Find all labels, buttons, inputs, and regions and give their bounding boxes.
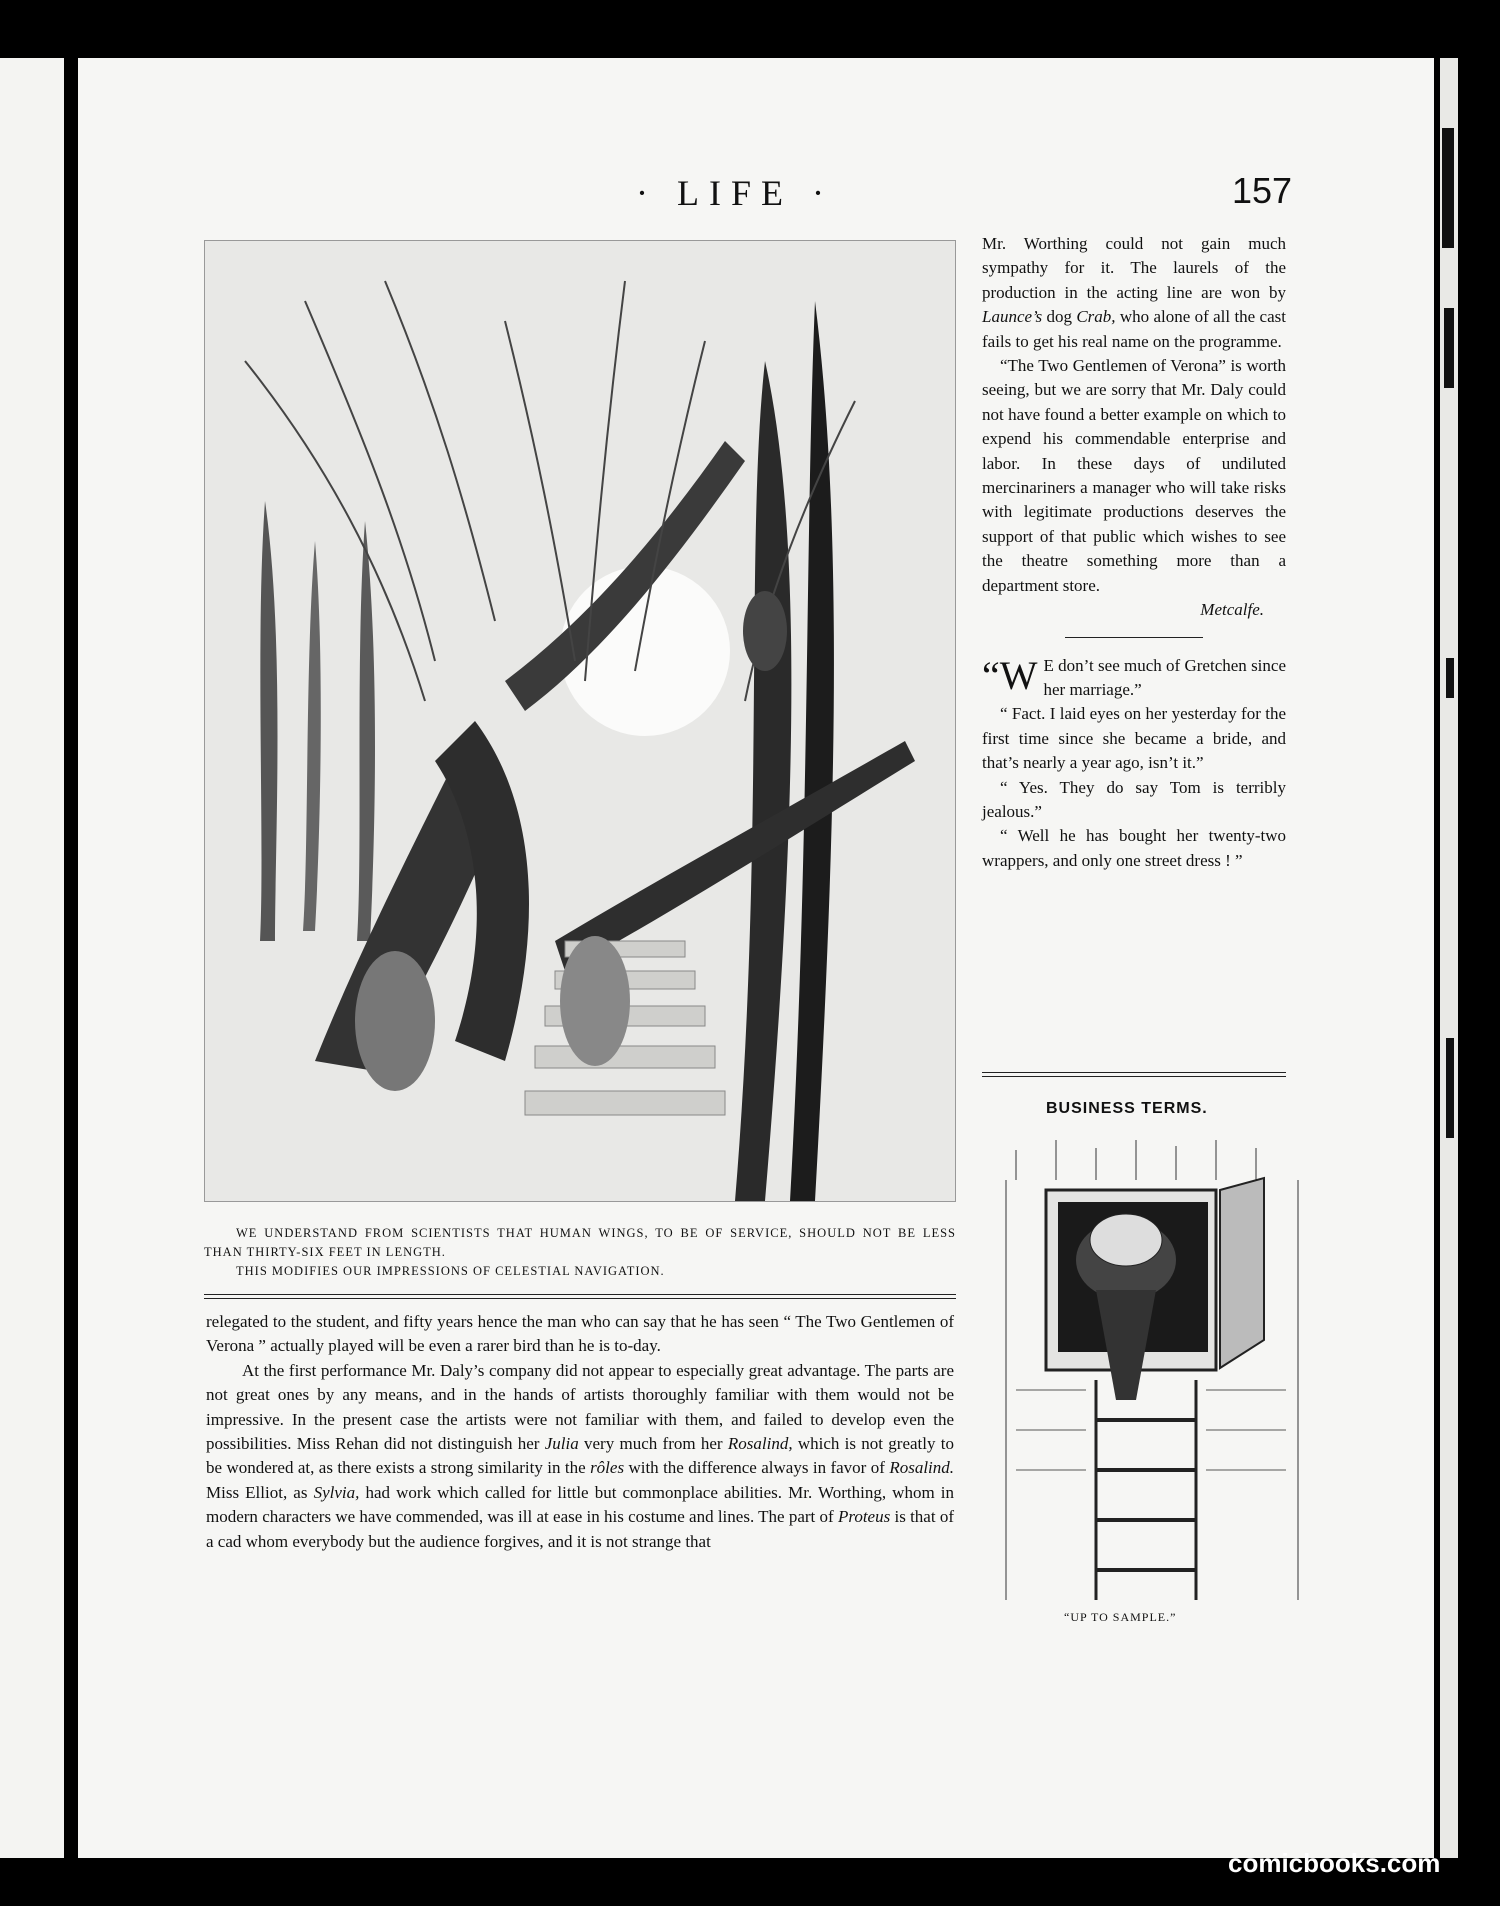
italic-rosalind: Rosalind, (727, 1434, 793, 1454)
winged-figures-illustration (204, 240, 956, 1202)
review-continuation (982, 232, 1286, 354)
main-article (206, 1310, 954, 1554)
italic-crab: Crab, (1076, 307, 1116, 327)
business-terms-title: BUSINESS TERMS. (1046, 1100, 1208, 1117)
text-run: which is not greatly to be wondered at, as there exists a strong similarity in the (206, 1434, 955, 1478)
text-run: Mr. Worthing could not gain much sympathy for it. The laurels of the production in the acting line are won by (982, 234, 1286, 302)
cartoon-caption: “UP TO SAMPLE.” (1064, 1610, 1177, 1624)
text-run: dog (1042, 307, 1077, 327)
business-terms-cartoon (996, 1140, 1308, 1610)
section-divider (1065, 637, 1203, 638)
caption-line-2: THIS MODIFIES OUR IMPRESSIONS OF CELESTIAL NAVIGATION. (236, 1264, 665, 1278)
caption-divider (204, 1294, 956, 1299)
text-run: who alone of all the cast fails to get his real name on the programme. (982, 307, 1286, 351)
caption-line-1: WE UNDERSTAND FROM SCIENTISTS THAT HUMAN WINGS, TO BE OF SERVICE, SHOULD NOT BE LESS THAN THIRTY-SIX FEET IN LENGTH. (204, 1226, 956, 1259)
author-signature: Metcalfe. (1200, 600, 1264, 620)
italic-sylvia: Sylvia, (313, 1482, 360, 1502)
review-paragraph-2: “The Two Gentlemen of Verona” is worth seeing, but we are sorry that Mr. Daly could not have found a better example on which to expend his commendable enterprise and labor. In these days of undiluted mercinariners a manager who will take risks with legitimate productions deserves the support of that public which wishes to see the theatre something more than a department store. (982, 356, 1286, 595)
text-run: with the difference always in favor of (624, 1458, 890, 1478)
right-column (982, 232, 1286, 873)
text-run: very much from her (578, 1434, 728, 1454)
adjacent-page-strip (1440, 58, 1458, 1858)
page-number: 157 (1232, 170, 1293, 211)
joke-paragraph-3: “ Yes. They do say Tom is terribly jealous.” (982, 777, 1286, 821)
adjacent-page-edge (0, 58, 64, 1858)
joke-paragraph-4: “ Well he has bought her twenty-two wrappers, and only one street dress ! ” (982, 826, 1286, 870)
article-paragraph-1: relegated to the student, and fifty years hence the man who can say that he has seen “ The Two Gentlemen of Verona ” actually played will be even a rarer bird than he is to-day. (206, 1312, 954, 1356)
text-run: E don’t see much of Gretchen since her marriage.” (1043, 655, 1286, 699)
text-run: Miss Elliot, as (206, 1482, 314, 1502)
article-paragraph-2 (206, 1359, 954, 1554)
text-run: At the first performance Mr. Daly’s company did not appear to especially great advantage. The parts are not great ones by any means, and in the hands of artists thoroughly familiar with them would not be impressive. In the present case the artists were not familiar with them, and failed to develop even the possibilities. Miss Rehan did not distinguish her (206, 1360, 954, 1454)
italic-proteus: Proteus (837, 1507, 891, 1527)
site-watermark: comicbooks.com (1228, 1848, 1441, 1878)
drop-cap: “W (982, 652, 1038, 698)
italic-roles: rôles (590, 1458, 625, 1478)
right-column-divider (982, 1072, 1286, 1077)
joke-paragraph-2: “ Fact. I laid eyes on her yesterday for the first time since she became a bride, and that’s nearly a year ago, isn’t it.” (982, 704, 1286, 773)
italic-launces: Launce’s (982, 307, 1043, 327)
joke-paragraph-1 (982, 654, 1286, 703)
page-title: · LIFE · (636, 173, 834, 213)
italic-julia: Julia (544, 1434, 579, 1454)
text-run: is that of a cad whom everybody but the audience forgives, and it is not strange that (206, 1507, 954, 1551)
illustration-caption (204, 1224, 956, 1281)
text-run: had work which called for little but commonplace abilities. Mr. Worthing, whom in modern characters we have commended, was ill at ease in his costume and lines. The part of (206, 1482, 954, 1527)
italic-rosalind: Rosalind. (889, 1458, 955, 1478)
